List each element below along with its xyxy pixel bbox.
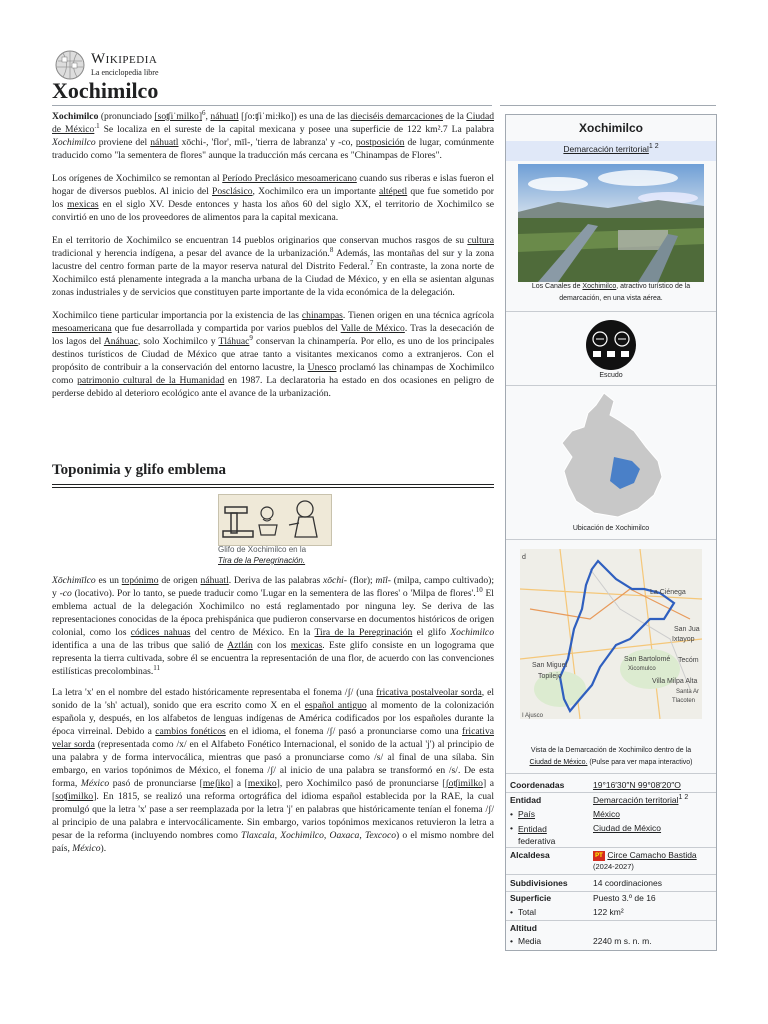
text-run: En contraste, la zona norte de Xochimilco está plenamente integrada a la mancha urbana de la Ciudad de México, y en ella se asientan algunas zonas industriales y de servicios que constituyen parte importante de la vida económica de la delegación. [52,261,495,298]
text-run: con los [252,640,291,651]
text-run: proviene del [95,137,151,148]
reference-link[interactable]: 11 [153,663,160,672]
article-link[interactable]: Posclásico [212,186,253,197]
location-map[interactable] [554,391,666,519]
map-label-villa-milpa-alta: Villa Milpa Alta [652,678,698,685]
section-divider [52,484,494,485]
text-run: , el sonido de la 'sh' actual), sonido que era escrito como X en el [52,687,494,711]
text-run: Se localiza en el sureste de la capital mexicana y posee una superficie de 122 km².7 La palabra [99,124,494,135]
text-run: (representada como /x/ en el Alfabeto Fonético Internacional, el sonido de la actual 'j') al principio de una palabra y de forma intervocálica, mientras que pasó a pronunciarse como /s/ al final de una sílaba. Sin embargo, en varios topónimos de México, el fonema /ʃ/ al inicio de una palabra se transformó en /s/. De esta forma, [52,739,494,789]
article-link[interactable]: [so̞ʧiˈmilko] [154,111,203,122]
toponimia-paragraph-1 [52,574,494,678]
map-caption [514,745,708,769]
article-link[interactable]: mexicas [290,640,323,651]
text-run: proclamó las chinampas de Xochimilco como [52,362,494,386]
media-bullet: • [510,936,513,946]
article-link[interactable]: Unesco [307,362,337,373]
toponimia-paragraph-2 [52,686,494,855]
text-run: . Tras la desecación de los lagos del [52,323,495,347]
text-run: del centro de México. En la [190,627,315,638]
page-title: Xochimilco [52,78,159,103]
italic-text: Xochimilco [52,137,96,148]
text-run: el glifo [412,627,451,638]
text-run: xōchi-, 'flor', mīl-, 'tierra de labranza' y -co, [178,137,356,148]
infobox-separator [506,773,716,774]
subdivisiones-value: 14 coordinaciones [593,878,662,888]
entidad-refs[interactable]: 1 2 [678,794,689,802]
bold-text: Xochimilco [52,111,99,122]
pais-label[interactable]: País [518,809,536,819]
text-run: . Este glifo consiste en un logograma que representa la tierra cultivada, sobre él se encuentra la representación de una flor, de acuerdo con las convenciones estilísticas precolombinas. [52,640,494,677]
map-label-ajusco: I Ajusco [522,713,544,719]
ciudad-de-mexico-link[interactable]: Ciudad de México. [529,759,588,766]
infobox-separator [506,792,716,793]
infobox-title: Xochimilco [578,121,643,135]
text-run: . Deriva de las palabras [228,575,323,586]
text-run: que fue desarrollada y compartida por varios pueblos del [111,323,341,334]
media-label: Media [518,936,542,946]
italic-text: Oaxaca [329,830,360,841]
entidad-fed-label[interactable] [518,823,555,847]
text-run: , [205,111,211,122]
text-run: , Xochimilco era un importante [252,186,379,197]
map-label-santa-ana: Santa Ar [676,689,700,695]
italic-text: xōchi- [323,575,347,586]
article-link[interactable]: códices nahuas [130,627,191,638]
text-run: , [323,830,330,841]
wikipedia-globe-logo[interactable] [52,49,92,81]
map-label-tecomitl: Tecóm [678,657,699,664]
infobox-separator [506,891,716,892]
demarcacion-territorial-link[interactable]: Demarcación territorial [563,144,649,154]
photo-caption-line-1: Los Canales de Xochimilco, atractivo turístico de la [531,283,691,290]
total-value: 122 km² [593,907,624,917]
article-link[interactable]: náhuatl [150,137,179,148]
map-label-san-juan: San Jua [674,626,700,633]
text-run: Los orígenes de Xochimilco se remontan al [52,173,223,184]
text-run: ] a [ [52,778,494,802]
text-run: Además, las montañas del sur y la zona lacustre del centro forman parte de la mayor reserva natural del Distrito Federal. [52,248,494,272]
italic-text: México [80,778,110,789]
text-run: , [274,830,281,841]
text-run: de origen [158,575,201,586]
infobox-separator [506,311,716,312]
intro-paragraph-4 [52,309,494,400]
wikipedia-tagline: La enciclopedia libre [91,68,159,77]
map-label-xicomulco: Xicomulco [628,666,656,672]
infobox-separator [506,539,716,540]
text-run: La letra 'x' en el nombre del estado históricamente representaba el fonema /ʃ/ (una [52,687,377,698]
reference-link[interactable]: 7 [369,258,374,267]
text-run: en 1987. La declaratoria ha estado en dos ocasiones en peligro de perderse debido al deterioro ecológico ante el avance de la urbanización. [52,375,494,399]
location-caption: Ubicación de Xochimilco [572,525,650,532]
article-link[interactable]: mexiko [247,778,277,789]
reference-link[interactable]: 6 [202,108,206,117]
pais-bullet: • [510,809,513,819]
text-run: (pronunciado [98,111,155,122]
text-run: (locativo). Por lo tanto, se puede traducir como 'Lugar en la sementera de las flores' o 'Milpa de flores'. [71,588,476,599]
article-link[interactable]: cambios fonéticos [155,726,226,737]
wikipedia-wordmark[interactable]: Wikipedia [91,51,158,67]
article-link[interactable]: Anáhuac [103,336,138,347]
italic-text: Tlaxcala [241,830,275,841]
article-intro [52,110,494,410]
text-run: ], pero Xochimilco pasó de pronunciarse [ [276,778,446,789]
italic-text: mīl- [375,575,391,586]
reference-link[interactable]: 8 [329,245,334,254]
entidad-fed-label-1[interactable]: Entidad [518,824,547,834]
italic-text: Xōchimīlco [52,575,96,586]
italic-text: Texcoco [364,830,397,841]
intro-paragraph-2 [52,172,494,224]
text-run: pasó de pronunciarse [ [109,778,203,789]
reference-link[interactable]: 10 [475,585,483,594]
reference-link[interactable]: 9 [249,333,253,342]
entidad-value[interactable]: Demarcación territorial [593,795,679,805]
map-label-topilejo: Topilejo [538,673,562,680]
infobox-separator [506,385,716,386]
entidad-label: Entidad [510,795,542,805]
article-link[interactable]: chinampas [301,310,343,321]
article-link[interactable]: meʃiko [202,778,231,789]
glyph-caption [218,544,338,566]
pais-value[interactable]: México [593,809,620,819]
article-link[interactable]: fricativa velar sorda [52,726,495,750]
infobox [505,114,717,951]
alcaldesa-term: (2024-2027) [593,861,634,871]
map-label-san-miguel: San Miguel [532,662,568,669]
article-link[interactable]: español antiguo [304,700,367,711]
article-link[interactable]: Ciudad de México [52,111,495,135]
text-run: tradicional y herencia indígena, a pesar del avance de la urbanización. [52,248,330,259]
xochimilco-glyph-image[interactable] [218,494,332,546]
text-run: ). [100,843,107,854]
entidad-fed-bullet: • [510,823,513,833]
coordenadas-label: Coordenadas [510,780,565,790]
article-link[interactable]: Aztlán [227,640,253,651]
article-link[interactable]: cultura [467,235,494,246]
article-link[interactable]: altépetl [378,186,408,197]
altitud-label: Altitud [510,923,537,933]
text-run: ] a [ [230,778,248,789]
coordenadas-value[interactable]: 19°16′30″N 99°08′20″O [593,780,681,790]
map-label-la-cienega: La Ciénega [650,589,686,596]
italic-text: México [72,843,101,854]
article-link[interactable]: mesoamericana [52,323,112,334]
text-run: , solo Xochimilco y [137,336,219,347]
intro-paragraph-1 [52,110,494,162]
text-run: cuando sus riberas e islas fueron el hogar de diversos pueblos. Al inicio del [52,173,494,197]
infobox-subtitle [506,141,716,161]
article-link[interactable]: Tira de la Peregrinación [314,627,413,638]
entidad-fed-value[interactable]: Ciudad de México [593,823,662,833]
map-label-ixtayopan: Ixtayop [672,636,695,643]
title-divider [52,105,492,106]
text-run: . Tienen origen en una técnica agrícola [342,310,494,321]
canales-aerial-photo[interactable] [518,164,704,282]
entidad-value-wrap [593,795,688,805]
photo-caption-line-2: demarcación, en una vista aérea. [559,295,663,302]
text-run: (milpa, campo cultivado); y [52,575,494,599]
interactive-map[interactable] [520,549,702,719]
text-run: en el idioma, el fonema /ʃ/ pasó a pronunciarse como una [225,726,463,737]
total-bullet: • [510,907,513,917]
text-run: de lugar, comúnmente traducido como "la sementera de flores" aunque la traducción más cercana es "Chinampas de Flores". [52,137,494,161]
title-divider-right [500,105,716,106]
text-run: (flor); [346,575,376,586]
party-logo-icon: PT [593,851,605,861]
infobox-separator [506,847,716,848]
xochimilco-link[interactable]: Xochimilco [582,283,617,290]
tira-peregrinacion-link[interactable]: Tira de la Peregrinación. [218,556,306,565]
article-link[interactable]: ʃoʧimilko [445,778,483,789]
section-heading-toponimia: Toponimia y glifo emblema [52,462,227,478]
article-link[interactable]: postposición [355,137,405,148]
text-run: El emblema actual de la delegación Xochimilco no está reglamentado por ninguna ley. Se deriva de las representaciones conocidas de la época prehispánica que pudieron conservarse en documentos históricos de origen colonial, como los [52,588,494,638]
section-divider-2 [52,487,494,488]
article-link[interactable]: Tláhuac [218,336,250,347]
text-run: En el territorio de Xochimilco se encuentran 14 pueblos originarios que conservan muchos rasgos de su [52,235,468,246]
entidad-fed-label-2: federativa [518,836,556,846]
text-run: identifica a una de las tribus que salió de [52,640,228,651]
text-run: , [359,830,365,841]
article-link[interactable]: náhuatl [210,111,239,122]
map-label-d: d [522,554,526,561]
escudo-shield-image[interactable] [581,319,641,371]
article-link[interactable]: mexicas [67,199,99,210]
article-link[interactable]: fricativa postalveolar sorda [376,687,482,698]
article-link[interactable]: topónimo [121,575,159,586]
italic-text: Xochimilco [280,830,324,841]
article-link[interactable]: soʧimilko [55,791,94,802]
map-label-san-bartolome: San Bartolomé [624,656,671,663]
italic-text: -co [59,588,72,599]
article-link[interactable]: náhuatl [200,575,229,586]
superficie-label: Superficie [510,893,552,903]
text-run: en el siglo XV. Desde entonces y hasta los años 60 del siglo XX, el territorio de Xochimilco se convirtió en uno de los proveedores de alimentos para la capital mexicana. [52,199,494,223]
subtitle-refs[interactable]: 1 2 [648,143,659,151]
shield-caption: Escudo [599,372,623,379]
glyph-caption-line-1: Glifo de Xochimilco en la [218,545,307,554]
text-run: Xochimilco tiene particular importancia por la existencia de las [52,310,302,321]
italic-text: Xochimilco [450,627,494,638]
media-value: 2240 m s. n. m. [593,936,652,946]
intro-paragraph-3 [52,234,494,299]
article-link[interactable]: patrimonio cultural de la Humanidad [77,375,225,386]
text-run: al momento de la colonización española y, después, en los alfabetos de lenguas indígenas de América codificados por los españoles durante la época virreinal. Debido a [52,700,495,737]
photo-caption [514,281,708,305]
article-link[interactable]: Período Preclásico mesoamericano [222,173,357,184]
text-run: que fue sometido por los [52,186,494,210]
alcaldesa-value[interactable]: Circe Camacho Bastida [607,850,697,860]
text-run: de la [442,111,467,122]
alcaldesa-label: Alcaldesa [510,850,550,860]
alcaldesa-value-wrap [593,850,697,871]
article-link[interactable]: Valle de México [340,323,405,334]
article-link[interactable]: dieciséis demarcaciones [350,111,443,122]
subdivisiones-label: Subdivisiones [510,878,568,888]
infobox-separator [506,874,716,875]
total-label: Total [518,907,536,917]
infobox-separator [506,920,716,921]
text-run: conservan la chinampería. Por ello, es uno de los principales destinos turísticos de Ciudad de México que atrae tanto a visitantes mexicanos como a extranjeros. Con el propósito de contribuir a la conservación del entorno lacustre, la [52,336,494,373]
text-run: ) o el mismo nombre del país, [52,830,495,854]
text-run: [ʃo:ʧiˈmi:ɬko]) es una de las [238,111,351,122]
reference-link[interactable]: .1 [94,121,100,130]
text-run: ]. En 1815, se realizó una reforma ortográfica del idioma español establecida por la RAE, la cual promulgó que la letra 'x' pase a ser reemplazada por la letra 'j' en palabras que históricamente tenían el fonema /ʃ/ al principio de una palabra e intervocálicamente. Sin embargo, varios topónimos mexicanos retuvieron la letra a pesar de la reforma (incluyendo nombres como [52,791,494,841]
map-label-tlacotenco: Tlacoten [672,698,696,704]
superficie-value: Puesto 3.º de 16 [593,893,656,903]
map-caption-line-1: Vista de la Demarcación de Xochimilco dentro de la [530,747,692,754]
section-body [52,574,494,863]
text-run: es un [95,575,122,586]
map-caption-interactive[interactable]: (Pulse para ver mapa interactivo) [587,759,693,766]
